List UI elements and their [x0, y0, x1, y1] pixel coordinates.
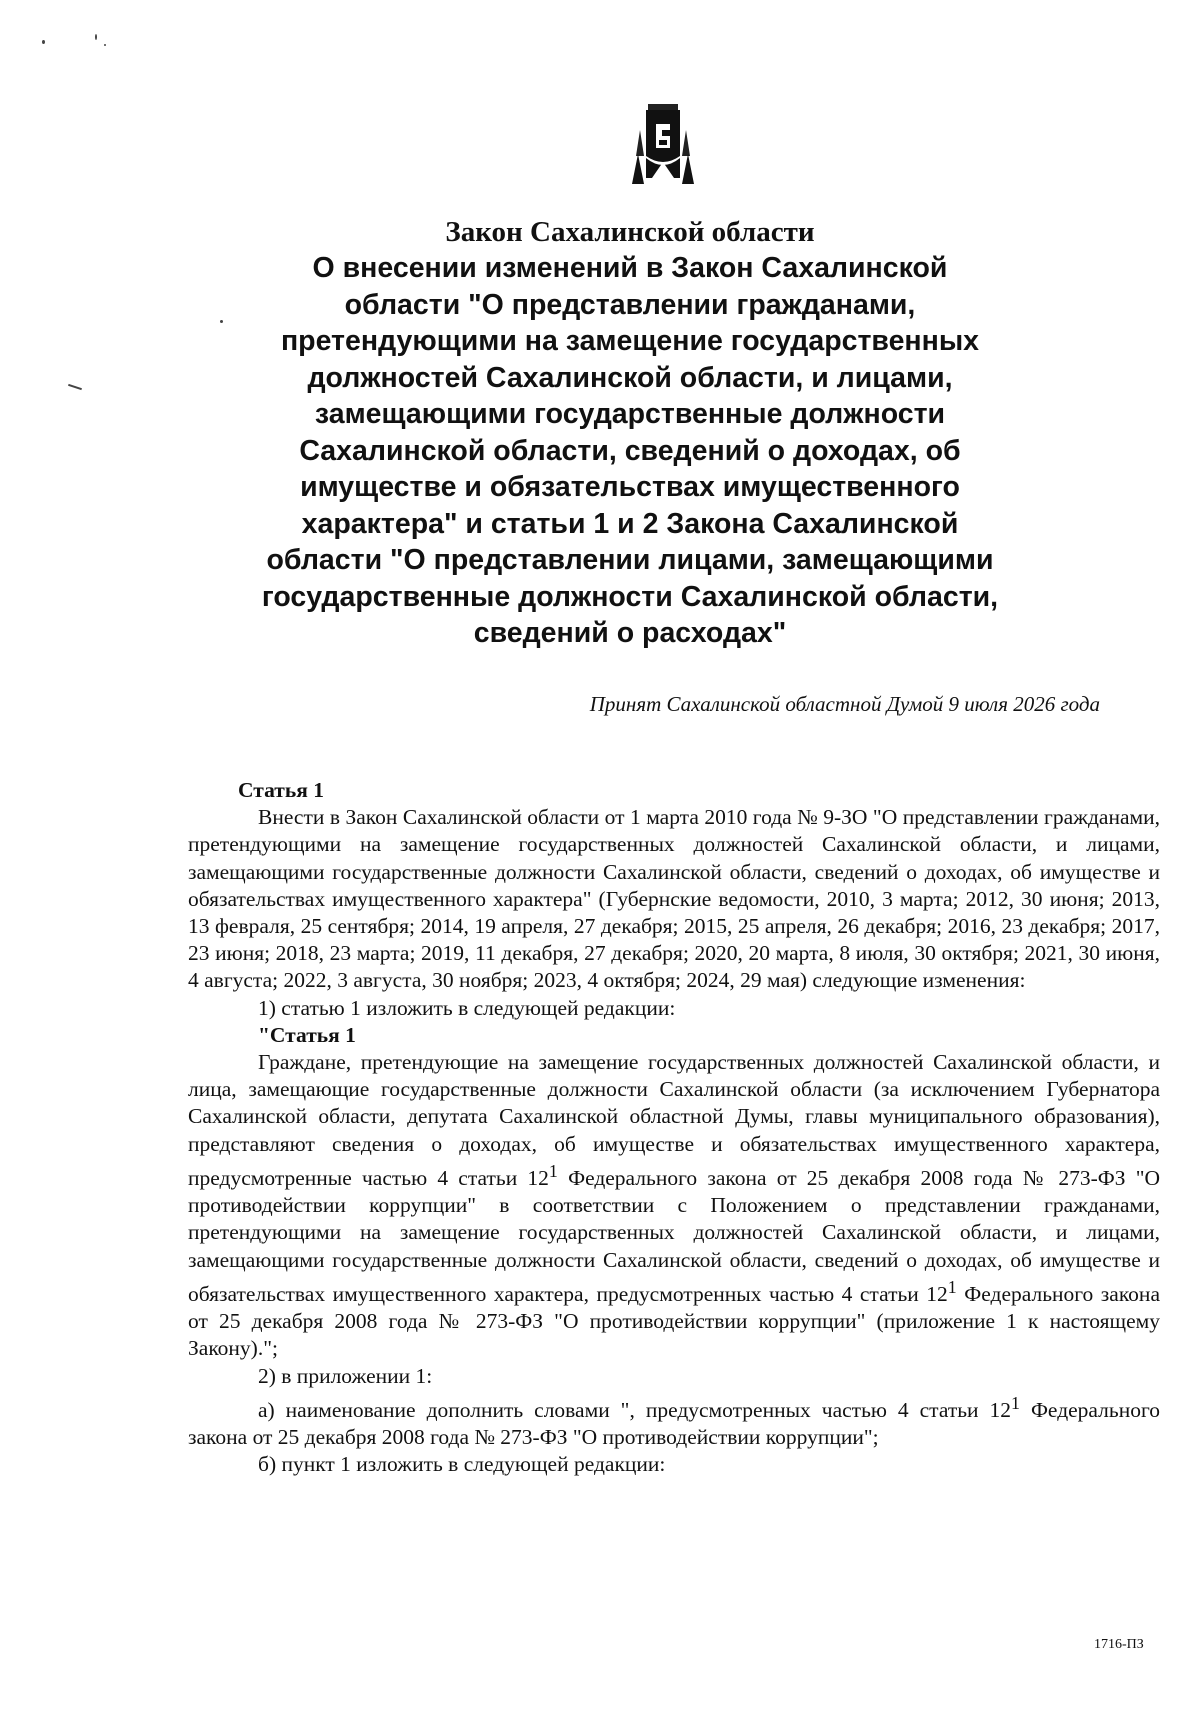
paragraph-text: Федерального закона от 25 декабря 2008 года № 273-ФЗ "О противодействии коррупции" (приложение 1 к настоящему Закону).";	[188, 1281, 1160, 1361]
subtitle-line: характера" и статьи 1 и 2 Закона Сахалинской	[301, 507, 959, 540]
paragraph-text: Федерального закона от 25 декабря 2008 года № 273-ФЗ "О противодействии коррупции" в соответствии с Положением о представлении гражданами, претендующими на замещение государственных должностей Сахалинской области, и лицами, замещающими государственные должности Сахалинской области, сведений о доходах, об имуществе и обязательствах имущественного характера, предусмотренных частью 4 статьи 12	[188, 1166, 1160, 1306]
subtitle-line: О внесении изменений в Закон Сахалинской	[312, 252, 948, 284]
superscript: 1	[548, 1160, 558, 1181]
superscript: 1	[947, 1276, 957, 1297]
subtitle-line: имуществе и обязательствах имущественного	[300, 471, 960, 503]
paragraph-text: Граждане, претендующие на замещение государственных должностей Сахалинской области, и лица, замещающие государственные должности Сахалинской области (за исключением Губернатора Сахалинской области, депутата Сахалинской областной Думы, главы муниципального образования), представляют сведения о доходах, об имуществе и обязательствах имущественного характера, предусмотренные частью 4 статьи 12	[188, 1050, 1160, 1190]
paragraph	[188, 1049, 1160, 1363]
list-item-text: а) наименование дополнить словами ", предусмотренных частью 4 статьи 12	[258, 1397, 1012, 1422]
document-code: 1716-ПЗ	[1094, 1637, 1144, 1652]
paragraph: Внести в Закон Сахалинской области от 1 марта 2010 года № 9-ЗО "О представлении гражданами, претендующими на замещение государственных должностей Сахалинской области, и лицами, замещающими государственные должности Сахалинской области, сведений о доходах, об имуществе и обязательствах имущественного характера" (Губернские ведомости, 2010, 3 марта; 2012, 30 июня; 2013, 13 февраля, 25 сентября; 2014, 19 апреля, 27 декабря; 2015, 25 апреля, 26 декабря; 2016, 23 декабря; 2017, 23 июня; 2018, 23 марта; 2019, 11 декабря, 27 декабря; 2020, 20 марта, 8 июля, 30 октября; 2021, 30 июня, 4 августа; 2022, 3 августа, 30 ноября; 2023, 4 октября; 2024, 29 мая) следующие изменения:	[188, 805, 1160, 993]
list-item-text: Федерального закона от 25 декабря 2008 года № 273-ФЗ "О противодействии коррупции";	[188, 1397, 1160, 1450]
subtitle-line: претендующими на замещение государственных	[280, 325, 980, 357]
law-title-subtitle	[200, 250, 1060, 652]
law-title-main: Закон Сахалинской области	[445, 216, 815, 248]
law-title	[200, 214, 1060, 652]
subtitle-line: государственные должности Сахалинской области,	[261, 580, 999, 613]
emblem-icon	[628, 96, 698, 186]
subtitle-line: замещающими государственные должности	[314, 398, 946, 430]
scan-speck	[42, 40, 45, 44]
list-item	[188, 1390, 1160, 1452]
subtitle-line: области "О представлении лицами, замещающими	[266, 544, 994, 576]
subtitle-line: области "О представлении гражданами,	[344, 288, 916, 321]
list-item: 2) в приложении 1:	[258, 1363, 433, 1388]
article-heading: Статья 1	[238, 778, 324, 802]
scan-speck	[95, 34, 97, 40]
quoted-article-heading: "Статья 1	[258, 1022, 356, 1047]
superscript: 1	[1011, 1392, 1020, 1413]
subtitle-line: Сахалинской области, сведений о доходах, об	[299, 434, 961, 467]
list-item: 1) статью 1 изложить в следующей редакции:	[258, 995, 676, 1020]
list-item: б) пункт 1 изложить в следующей редакции:	[258, 1452, 666, 1477]
subtitle-line: сведений о расходах"	[473, 617, 787, 649]
law-body	[188, 777, 1160, 1479]
scan-speck	[104, 44, 106, 46]
subtitle-line: должностей Сахалинской области, и лицами,	[307, 361, 953, 394]
scan-speck	[68, 384, 82, 390]
adoption-note: Принят Сахалинской областной Думой 9 июля 2026 года	[589, 692, 1100, 716]
